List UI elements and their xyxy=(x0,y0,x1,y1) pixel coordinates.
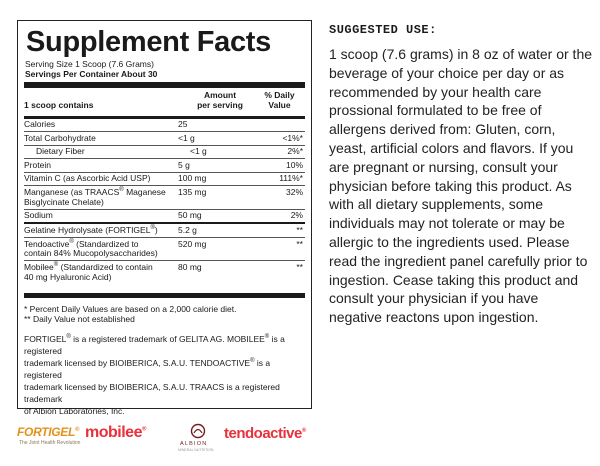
mobilee-logo: mobilee® xyxy=(85,424,146,441)
ingredient-name xyxy=(24,240,178,260)
nutrient-dv: 2%* xyxy=(287,146,303,157)
table-header xyxy=(24,88,305,111)
serving-size: Serving Size 1 Scoop (7.6 Grams) xyxy=(25,59,154,69)
nutrient-amount: 5 g xyxy=(178,159,190,170)
footnote-not-established: ** Daily Value not established xyxy=(24,314,135,325)
ingredient-name-line2: 40 mg Hyaluronic Acid) xyxy=(24,271,112,282)
tendoactive-logo: tendoactive® xyxy=(224,425,306,442)
nutrient-row xyxy=(24,186,305,209)
servings-per-container: Servings Per Container About 30 xyxy=(25,69,158,79)
nutrient-row xyxy=(24,173,305,187)
ingredient-name xyxy=(24,263,178,283)
nutrient-name-line2: Bisglycinate Chelate) xyxy=(24,196,104,207)
header-amount xyxy=(178,91,256,111)
albion-subtitle: MINERAL NUTRITION xyxy=(178,448,214,452)
ingredient-name-part: Gelatine Hydrolysate (FORTIGEL xyxy=(24,224,151,235)
nutrient-row xyxy=(24,119,305,133)
nutrient-name: Dietary Fiber xyxy=(36,146,85,157)
nutrient-amount: 50 mg xyxy=(178,210,202,221)
trademark-line: FORTIGEL® is a registered trademark of GELITA AG. MOBILEE® is a registered xyxy=(24,333,285,356)
ingredient-dv: ** xyxy=(296,261,303,272)
header-dv-line2: Value xyxy=(268,99,291,110)
ingredient-amount: 80 mg xyxy=(178,261,202,272)
nutrient-name: Protein xyxy=(24,159,51,170)
nutrient-amount: 25 xyxy=(178,119,188,130)
nutrient-dv xyxy=(250,120,305,130)
trademark-line: trademark licensed by BIOIBERICA, S.A.U. TENDOACTIVE® is a registered xyxy=(24,357,271,380)
nutrient-row xyxy=(24,159,305,173)
suggested-use-text: 1 scoop (7.6 grams) in 8 oz of water or the beverage of your choice per day or as recommended by your health care prossional formulated to be free of allergens derived from: Gluten, corn, yeast, artificial colors and flavors. If you are pregnant or nursing, consult your physician before taking this product. As with all dietary supplements, some individuals may not tolerate or may be allergic to the ingredients used. Please read the ingredient panel carefully prior to ingestion. Cease taking this product and consult your physician if you have negative reactons upon ingestion. xyxy=(329,46,593,326)
fortigel-logo: FORTIGEL® xyxy=(17,425,80,439)
registered-mark: ® xyxy=(69,238,74,245)
nutrient-row xyxy=(24,146,305,160)
ingredient-name-part: (Standardized to xyxy=(73,238,139,249)
ingredient-name-part: Mobilee xyxy=(24,261,54,272)
nutrient-name: Vitamin C (as Ascorbic Acid USP) xyxy=(24,173,151,184)
ingredient-name-part: (Standardized to contain xyxy=(58,261,153,272)
albion-logo: ALBION xyxy=(180,441,208,447)
thick-divider xyxy=(24,293,305,298)
nutrient-amount: <1 g xyxy=(178,132,195,143)
ingredient-name-part: Tendoactive xyxy=(24,238,70,249)
nutrient-name-part: Maganese xyxy=(123,186,166,197)
header-amount-line1: Amount xyxy=(203,90,237,100)
header-label: 1 scoop contains xyxy=(24,100,94,110)
ingredient-amount: 520 mg xyxy=(178,238,207,249)
nutrient-dv: 2% xyxy=(290,210,303,221)
registered-mark: ® xyxy=(150,225,155,232)
nutrient-row xyxy=(24,132,305,146)
nutrient-amount: 135 mg xyxy=(178,186,207,197)
header-amount-line2: per serving xyxy=(197,99,243,110)
nutrient-amount: 100 mg xyxy=(178,173,207,184)
ingredient-row xyxy=(24,261,305,283)
ingredient-row xyxy=(24,224,305,238)
nutrient-dv: 111%* xyxy=(279,173,303,184)
suggested-use-heading: SUGGESTED USE: xyxy=(329,23,437,37)
nutrient-dv: 10% xyxy=(285,159,303,170)
nutrient-dv: <1%* xyxy=(282,132,303,143)
fortigel-tagline: The Joint Health Revolution xyxy=(19,440,81,446)
albion-emblem-icon xyxy=(189,423,207,439)
trademark-line: of Albion Laboratories, Inc. xyxy=(24,405,125,416)
nutrient-name: Calories xyxy=(24,119,56,130)
supplement-facts-panel xyxy=(17,20,312,416)
ingredient-dv: ** xyxy=(296,238,303,249)
ingredient-amount: 5.2 g xyxy=(178,224,197,235)
trademark-line: trademark licensed by BIOIBERICA, S.A.U. TRAACS is a registered trademark xyxy=(24,381,280,404)
registered-mark: ® xyxy=(119,187,124,194)
header-dv xyxy=(256,91,305,111)
ingredient-name-part: ) xyxy=(154,224,158,235)
ingredient-dv: ** xyxy=(296,224,303,235)
facts-title: Supplement Facts xyxy=(26,26,271,58)
registered-mark: ® xyxy=(53,262,59,269)
nutrient-name: Total Carbohydrate xyxy=(24,132,96,143)
nutrient-name-part: Manganese (as TRAACS xyxy=(24,186,120,197)
ingredient-row xyxy=(24,238,305,261)
header-dv-line1: % Daily xyxy=(264,90,295,100)
nutrient-dv: 32% xyxy=(285,186,303,197)
nutrient-name: Sodium xyxy=(24,210,53,221)
nutrient-amount: <1 g xyxy=(190,146,207,157)
footnote-dv: * Percent Daily Values are based on a 2,000 calorie diet. xyxy=(24,303,237,314)
ingredient-name xyxy=(24,226,178,236)
nutrient-name xyxy=(24,188,178,208)
trademark-notice xyxy=(24,333,305,417)
ingredient-name-line2: contain 84% Mucopolysaccharides) xyxy=(24,248,158,259)
brand-logos xyxy=(17,417,317,457)
nutrient-row xyxy=(24,210,305,223)
